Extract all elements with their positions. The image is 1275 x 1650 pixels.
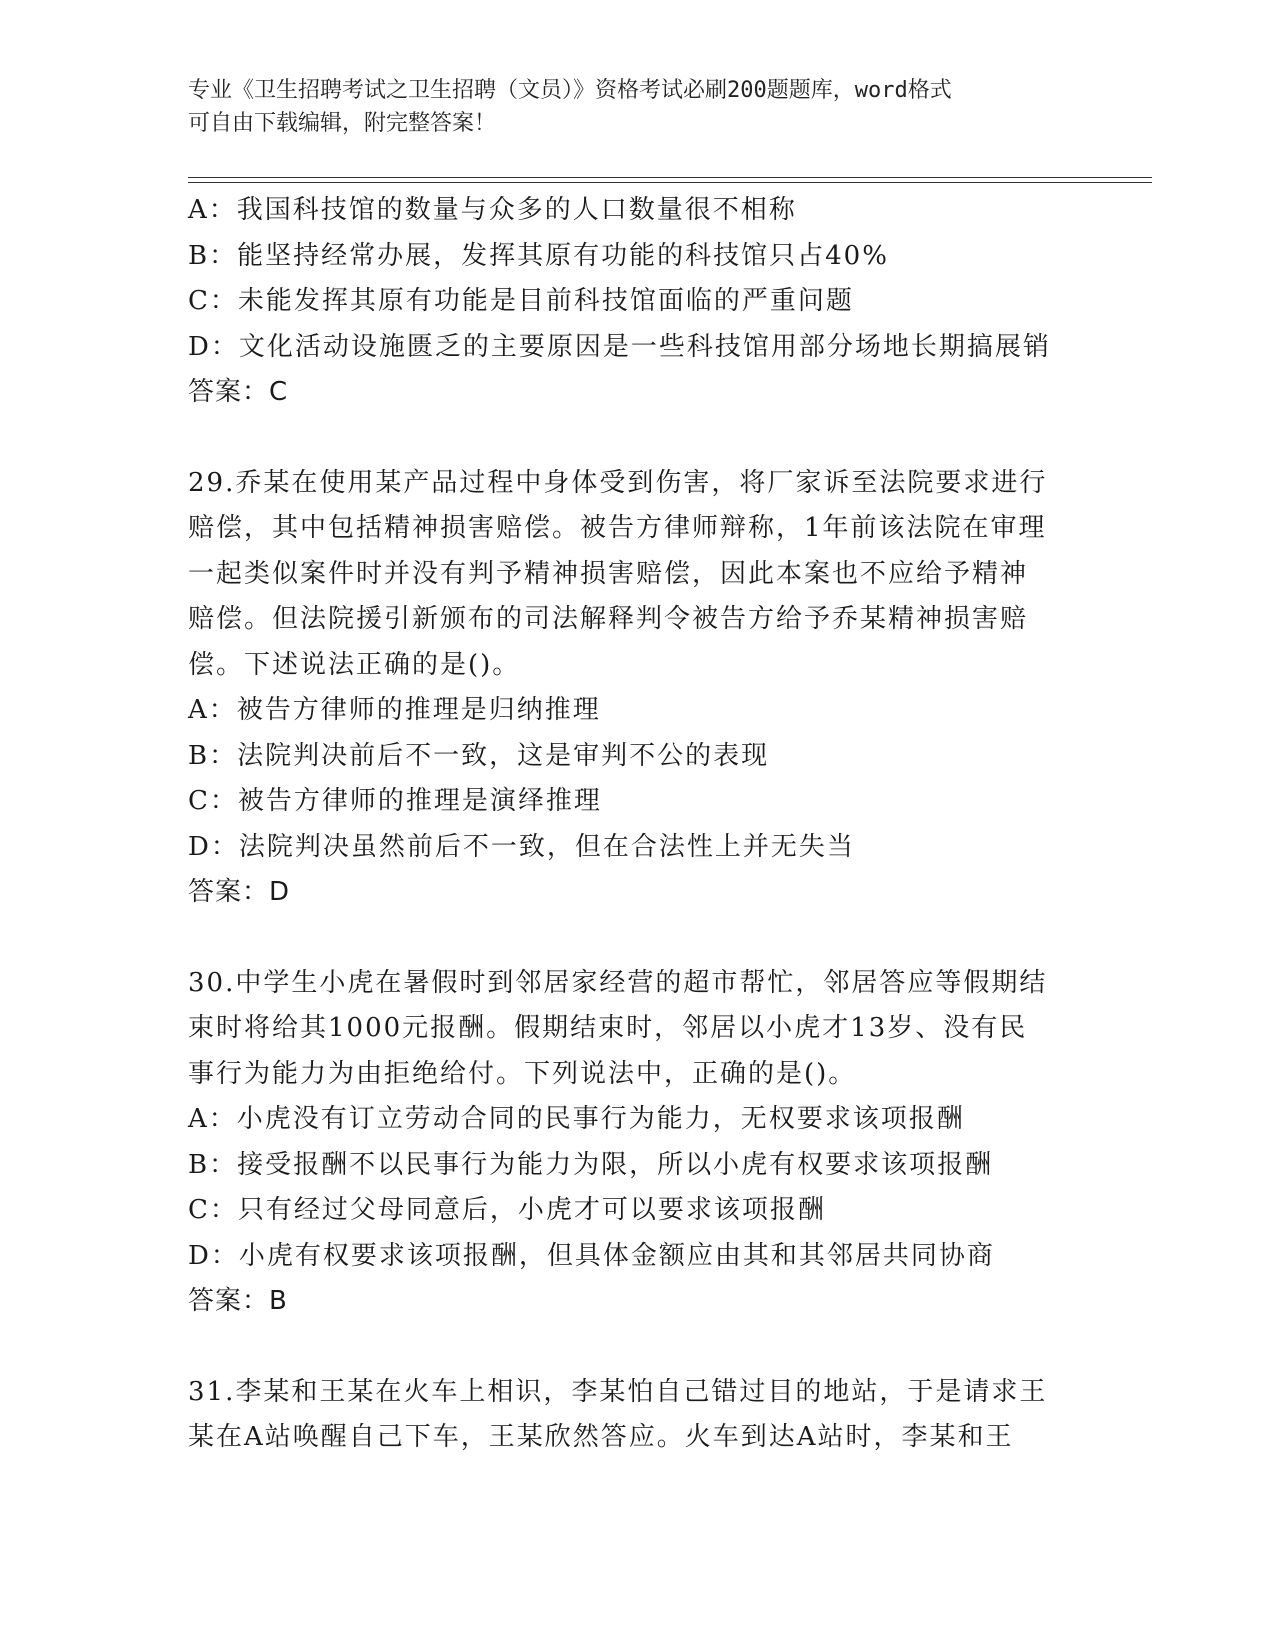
document-body [188,188,1088,1461]
spacer [188,1325,1088,1370]
question-stem-line: 一起类似案件时并没有判予精神损害赔偿，因此本案也不应给予精神 [188,558,1029,589]
question-stem-line: 31.李某和王某在火车上相识，李某怕自己错过目的地站，于是请求王 [188,1376,1048,1407]
document-header [188,74,1068,140]
option-b: B：能坚持经常办展，发挥其原有功能的科技馆只占40% [188,240,889,271]
question-stem-line: 束时将给其1000元报酬。假期结束时，邻居以小虎才13岁、没有民 [188,1013,1028,1043]
question-stem-line: 赔偿。但法院援引新颁布的司法解释判令被告方给予乔某精神损害赔 [188,604,1029,634]
answer: 答案：D [188,877,291,907]
question-31 [188,1370,1088,1461]
header-line-1: 专业《卫生招聘考试之卫生招聘（文员）》资格考试必刷200题题库，word格式 [188,78,952,103]
option-a: A：小虎没有订立劳动合同的民事行为能力，无权要求该项报酬 [188,1104,965,1134]
option-b: B：法院判决前后不一致，这是审判不公的表现 [188,740,770,771]
question-29 [188,461,1088,916]
header-line-2: 可自由下载编辑，附完整答案！ [188,111,497,136]
option-c: C：只有经过父母同意后，小虎才可以要求该项报酬 [188,1195,826,1225]
option-a: A：被告方律师的推理是归纳推理 [188,695,601,725]
option-d: D：文化活动设施匮乏的主要原因是一些科技馆用部分场地长期搞展销 [188,331,1051,362]
option-d: D：法院判决虽然前后不一致，但在合法性上并无失当 [188,831,855,862]
question-stem-line: 某在A站唤醒自己下车，王某欣然答应。火车到达A站时，李某和王 [188,1422,1014,1452]
question-stem-line: 29.乔某在使用某产品过程中身体受到伤害，将厂家诉至法院要求进行 [188,467,1048,498]
option-a: A：我国科技馆的数量与众多的人口数量很不相称 [188,195,797,225]
answer: 答案：C [188,377,289,407]
question-stem-line: 事行为能力为由拒绝给付。下列说法中，正确的是()。 [188,1058,857,1089]
question-stem-line: 偿。下述说法正确的是()。 [188,649,521,680]
question-stem-line: 赔偿，其中包括精神损害赔偿。被告方律师辩称，1年前该法院在审理 [188,513,1047,543]
option-c: C：未能发挥其原有功能是目前科技馆面临的严重问题 [188,286,854,316]
question-stem-line: 30.中学生小虎在暑假时到邻居家经营的超市帮忙，邻居答应等假期结 [188,967,1048,998]
spacer [188,416,1088,461]
option-b: B：接受报酬不以民事行为能力为限，所以小虎有权要求该项报酬 [188,1149,994,1180]
question-28 [188,188,1088,416]
spacer [188,916,1088,961]
question-30 [188,961,1088,1325]
option-c: C：被告方律师的推理是演绎推理 [188,786,602,816]
header-divider-top [188,177,1152,178]
header-divider-bottom [188,182,1152,183]
answer: 答案：B [188,1286,288,1316]
option-d: D：小虎有权要求该项报酬，但具体金额应由其和其邻居共同协商 [188,1240,995,1271]
